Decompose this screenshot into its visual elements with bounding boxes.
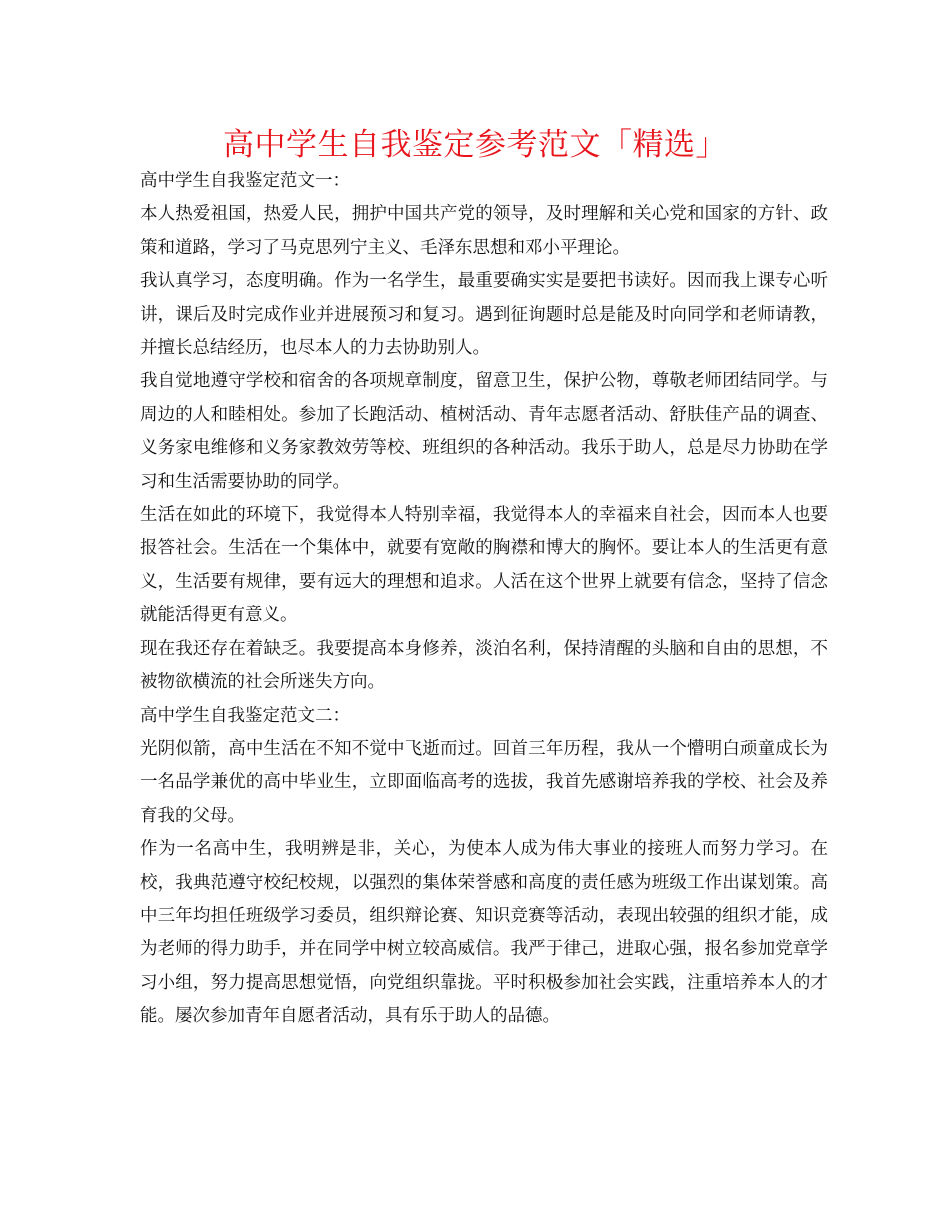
paragraph: 现在我还存在着缺乏。我要提高本身修养，淡泊名利，保持清醒的头脑和自由的思想，不被物欲横流的社会所迷失方向。: [140, 638, 828, 693]
paragraph: 我认真学习，态度明确。作为一名学生，最重要确实实是要把书读好。因而我上课专心听讲，课后及时完成作业并进展预习和复习。遇到征询题时总是能及时向同学和老师请教，并擅长总结经历，也尽本人的力去协助别人。: [140, 271, 828, 359]
section-heading-1: 高中学生自我鉴定范文一：: [140, 171, 350, 191]
paragraph: 本人热爱祖国，热爱人民，拥护中国共产党的领导，及时理解和关心党和国家的方针、政策和道路，学习了马克思列宁主义、毛泽东思想和邓小平理论。: [140, 204, 828, 258]
paragraph: 作为一名高中生，我明辨是非，关心，为使本人成为伟大事业的接班人而努力学习。在校，我典范遵守校纪校规，以强烈的集体荣誉感和高度的责任感为班级工作出谋划策。高中三年均担任班级学习委员，组织辩论赛、知识竞赛等活动，表现出较强的组织才能，成为老师的得力助手，并在同学中树立较高威信。我严于律己，进取心强，报名参加党章学习小组，努力提高思想觉悟，向党组织靠拢。平时积极参加社会实践，注重培养本人的才能。屡次参加青年自愿者活动，具有乐于助人的品德。: [140, 839, 828, 1027]
section-heading-2: 高中学生自我鉴定范文二：: [140, 705, 350, 726]
document-body: [140, 165, 828, 1034]
paragraph: 生活在如此的环境下，我觉得本人特别幸福，我觉得本人的幸福来自社会，因而本人也要报答社会。生活在一个集体中，就要有宽敞的胸襟和博大的胸怀。要让本人的生活更有意义，生活要有规律，要有远大的理想和追求。人活在这个世界上就要有信念，坚持了信念就能活得更有意义。: [140, 505, 828, 626]
paragraph: 我自觉地遵守学校和宿舍的各项规章制度，留意卫生，保护公物，尊敬老师团结同学。与周边的人和睦相处。参加了长跑活动、植树活动、青年志愿者活动、舒肤佳产品的调查、义务家电维修和义务家教效劳等校、班组织的各种活动。我乐于助人，总是尽力协助在学习和生活需要协助的同学。: [140, 371, 828, 492]
paragraph: 光阴似箭，高中生活在不知不觉中飞逝而过。回首三年历程，我从一个懵明白顽童成长为一名品学兼优的高中毕业生，立即面临高考的选拔，我首先感谢培养我的学校、社会及养育我的父母。: [140, 738, 828, 826]
document-title: 高中学生自我鉴定参考范文「精选」: [223, 127, 727, 163]
